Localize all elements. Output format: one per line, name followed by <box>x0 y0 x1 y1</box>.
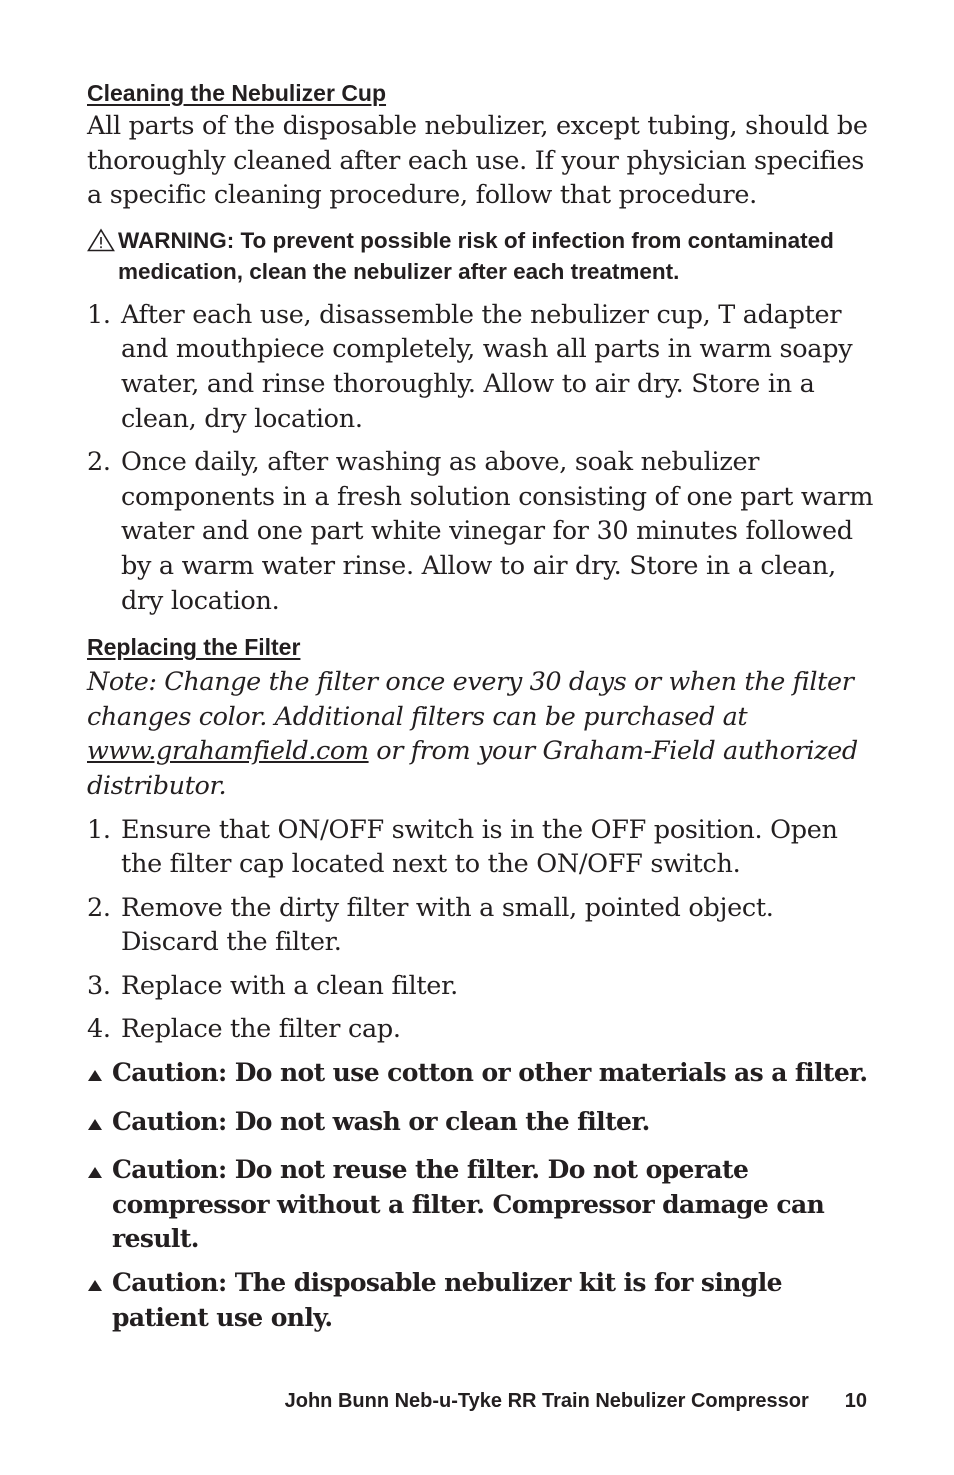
caution-text: Caution: The disposable nebulizer kit is for single patient use only. <box>112 1268 782 1332</box>
section-heading-cleaning: Cleaning the Nebulizer Cup <box>87 80 387 106</box>
note-text-end: or from your Graham-Field authorized distributor. <box>87 736 858 801</box>
caution-triangle-icon <box>87 1266 112 1335</box>
caution-triangle-icon <box>87 1153 112 1257</box>
list-item <box>87 445 877 618</box>
caution-list <box>87 1056 877 1335</box>
cleaning-steps <box>87 298 877 618</box>
step-text: After each use, disassemble the nebulizer cup, T adapter and mouthpiece completely, wash all parts in warm soapy water, and rinse thoroughly. Allow to air dry. Store in a clean, dry location. <box>121 299 853 434</box>
page-number: 10 <box>844 1390 867 1412</box>
caution-item <box>87 1105 877 1145</box>
warning-text: WARNING: To prevent possible risk of infection from contaminated medication, clean the nebulizer after each treatment. <box>118 227 834 285</box>
manual-page <box>87 78 877 1344</box>
step-text: Ensure that ON/OFF switch is in the OFF position. Open the filter cap located next to the ON/OFF switch. <box>121 814 838 880</box>
step-text: Replace the filter cap. <box>121 1014 401 1045</box>
section-heading-filter: Replacing the Filter <box>87 634 301 661</box>
caution-triangle-icon <box>87 1056 112 1096</box>
grahamfield-link[interactable]: www.grahamfield.com <box>87 736 369 767</box>
note-text: Note: Change the filter once every 30 days or when the filter changes color. Additional filters can be purchased at <box>87 667 854 732</box>
caution-text: Caution: Do not wash or clean the filter. <box>112 1106 650 1136</box>
cleaning-intro: All parts of the disposable nebulizer, except tubing, should be thoroughly cleaned after each use. If your physician specifies a specific cleaning procedure, follow that procedure. <box>87 111 868 211</box>
warning-triangle-icon <box>87 225 118 288</box>
step-text: Remove the dirty filter with a small, pointed object. Discard the filter. <box>121 892 774 958</box>
step-number: 2. <box>87 447 111 478</box>
page-footer <box>87 1387 867 1415</box>
footer-title: John Bunn Neb-u-Tyke RR Train Nebulizer Compressor <box>284 1390 809 1412</box>
filter-note <box>87 665 877 803</box>
list-item <box>87 813 877 882</box>
list-item <box>87 969 877 1004</box>
caution-triangle-icon <box>87 1105 112 1145</box>
step-number: 1. <box>87 299 111 330</box>
step-number: 1. <box>87 814 111 845</box>
step-number: 2. <box>87 892 111 923</box>
step-number: 4. <box>87 1014 111 1045</box>
caution-item <box>87 1056 877 1096</box>
list-item <box>87 298 877 436</box>
list-item <box>87 891 877 960</box>
step-number: 3. <box>87 970 111 1001</box>
caution-item <box>87 1266 877 1335</box>
step-text: Replace with a clean filter. <box>121 970 458 1001</box>
caution-text: Caution: Do not reuse the filter. Do not operate compressor without a filter. Compressor damage can result. <box>112 1155 825 1254</box>
list-item <box>87 1012 877 1047</box>
filter-steps <box>87 813 877 1048</box>
caution-item <box>87 1153 877 1257</box>
warning-block <box>87 225 877 288</box>
step-text: Once daily, after washing as above, soak nebulizer components in a fresh solution consisting of one part warm water and one part white vinegar for 30 minutes followed by a warm water rinse. Allow to air dry. Store in a clean, dry location. <box>121 447 874 616</box>
caution-text: Caution: Do not use cotton or other materials as a filter. <box>112 1058 868 1088</box>
